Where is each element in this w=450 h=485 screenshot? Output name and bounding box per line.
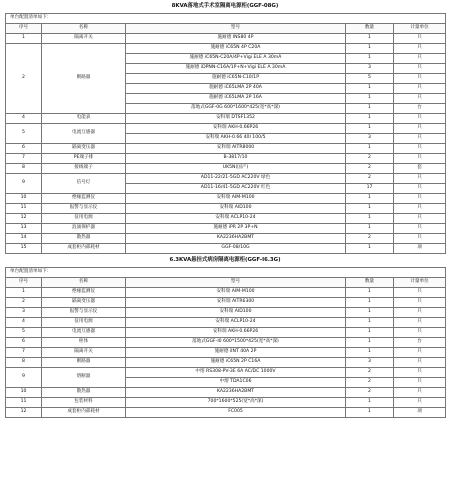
cell-model: 安科瑞 DTSF1352 <box>126 114 346 124</box>
cell-name: 电流互感器 <box>42 124 126 144</box>
cell-no: 1 <box>6 288 42 298</box>
cell-qty: 1 <box>346 94 394 104</box>
cell-unit: 只 <box>394 358 446 368</box>
table-row <box>6 224 446 234</box>
cell-no: 3 <box>6 308 42 318</box>
cell-name: 浪涌保护器 <box>42 224 126 234</box>
cell-qty: 1 <box>346 308 394 318</box>
header-unit: 计量单位 <box>394 278 446 288</box>
cell-model: 施耐德 INS80 4P <box>126 34 346 44</box>
cell-unit: 只 <box>394 398 446 408</box>
cell-name: 散热器 <box>42 234 126 244</box>
table-row <box>6 174 446 184</box>
cell-name: 包装材料 <box>42 398 126 408</box>
cell-model: GGF-08/10G <box>126 244 346 254</box>
cell-name: 成套柜内部耗材 <box>42 408 126 418</box>
cell-qty: 1 <box>346 244 394 254</box>
cell-no: 8 <box>6 358 42 368</box>
cell-unit: 项 <box>394 408 446 418</box>
header-qty: 数量 <box>346 24 394 34</box>
header-model: 型号 <box>126 24 346 34</box>
cell-qty: 1 <box>346 84 394 94</box>
cell-unit: 只 <box>394 298 446 308</box>
cell-qty: 1 <box>346 34 394 44</box>
cell-no: 6 <box>6 338 42 348</box>
cell-qty: 2 <box>346 164 394 174</box>
cell-qty: 1 <box>346 214 394 224</box>
cell-model: AD11-16/41-5GD AC220V 红色 <box>126 184 346 194</box>
cell-qty: 2 <box>346 388 394 398</box>
cell-unit: 只 <box>394 114 446 124</box>
table-row <box>6 388 446 398</box>
cell-unit: 只 <box>394 124 446 134</box>
cell-model: FC005 <box>126 408 346 418</box>
table-row <box>6 164 446 174</box>
cell-qty: 1 <box>346 318 394 328</box>
cell-name: 散热器 <box>42 388 126 398</box>
header-unit: 计量单位 <box>394 24 446 34</box>
cell-qty: 1 <box>346 348 394 358</box>
cell-no: 2 <box>6 44 42 114</box>
cell-no: 11 <box>6 204 42 214</box>
section2-note: 单台配置清单如下： <box>6 268 446 278</box>
table-row <box>6 318 446 328</box>
cell-no: 12 <box>6 408 42 418</box>
cell-qty: 2 <box>346 154 394 164</box>
cell-model: KA2236HA2BMT <box>126 388 346 398</box>
section1-note: 单台配置清单如下： <box>6 14 446 24</box>
cell-unit: 只 <box>394 134 446 144</box>
cell-unit: 只 <box>394 348 446 358</box>
cell-no: 14 <box>6 234 42 244</box>
header-no: 序号 <box>6 24 42 34</box>
cell-unit: 只 <box>394 194 446 204</box>
cell-no: 9 <box>6 174 42 194</box>
cell-no: 7 <box>6 348 42 358</box>
cell-unit: 只 <box>394 214 446 224</box>
cell-model: 安科瑞 AKH-0.66P26 <box>126 124 346 134</box>
cell-no: 5 <box>6 328 42 338</box>
header-model: 型号 <box>126 278 346 288</box>
cell-name: PE端子排 <box>42 154 126 164</box>
cell-qty: 3 <box>346 64 394 74</box>
cell-name: 隔离变压器 <box>42 298 126 308</box>
cell-qty: 5 <box>346 74 394 84</box>
section1-title: 8KVA落地式手术室隔离电源柜(GGF-08G) <box>171 3 279 9</box>
cell-no: 1 <box>6 34 42 44</box>
cell-model: 安科瑞 ACLP10-24 <box>126 318 346 328</box>
cell-model: 施耐德 iC65N 4P C20A <box>126 44 346 54</box>
cell-no: 10 <box>6 388 42 398</box>
table-row <box>6 154 446 164</box>
header-no: 序号 <box>6 278 42 288</box>
cell-name: 报警与显示仪 <box>42 204 126 214</box>
cell-name: 隔离开关 <box>42 348 126 358</box>
cell-unit: 只 <box>394 154 446 164</box>
cell-name: 电能表 <box>42 114 126 124</box>
cell-name: 熔断器 <box>42 368 126 388</box>
cell-unit: 只 <box>394 184 446 194</box>
cell-model: 安科瑞 AIM-M100 <box>126 288 346 298</box>
table-row <box>6 124 446 134</box>
cell-no: 4 <box>6 114 42 124</box>
cell-name: 断路器 <box>42 44 126 114</box>
cell-unit: 只 <box>394 288 446 298</box>
table-row <box>6 288 446 298</box>
cell-unit: 只 <box>394 378 446 388</box>
cell-model: 安科瑞 AIM-M100 <box>126 194 346 204</box>
cell-unit: 只 <box>394 64 446 74</box>
section2-title: 6.3KVA悬挂式病房隔离电源柜(GGF-I6.3G) <box>169 257 281 263</box>
cell-model: 安科瑞 ACLP10-24 <box>126 214 346 224</box>
cell-unit: 只 <box>394 44 446 54</box>
cell-name: 仪用电源 <box>42 318 126 328</box>
section2-table <box>5 267 446 418</box>
table-row <box>6 34 446 44</box>
cell-qty: 1 <box>346 224 394 234</box>
cell-model: UK5N(国产) <box>126 164 346 174</box>
cell-name: 信号灯 <box>42 174 126 194</box>
table-row <box>6 358 446 368</box>
cell-unit: 只 <box>394 224 446 234</box>
cell-qty: 1 <box>346 328 394 338</box>
cell-qty: 1 <box>346 114 394 124</box>
cell-model: 施耐德 iC65N-C20A/4P+Vigi ELE A 30mA <box>126 54 346 64</box>
cell-model: 安科瑞 AKH-0.66 40I 100/5 <box>126 134 346 144</box>
table-row <box>6 144 446 154</box>
table-row <box>6 338 446 348</box>
table-row <box>6 234 446 244</box>
cell-name: 电流互感器 <box>42 328 126 338</box>
cell-qty: 2 <box>346 368 394 378</box>
cell-unit: 只 <box>394 74 446 84</box>
cell-name: 隔离变压器 <box>42 144 126 154</box>
cell-model: 中熔 TDA1C06 <box>126 378 346 388</box>
cell-qty: 1 <box>346 204 394 214</box>
cell-no: 6 <box>6 144 42 154</box>
table-row <box>6 114 446 124</box>
cell-model: 施耐德 iC65N 2P C16A <box>126 358 346 368</box>
cell-model: 施耐德 iC65LMA 2P 40A <box>126 84 346 94</box>
cell-qty: 1 <box>346 104 394 114</box>
table-row <box>6 44 446 54</box>
cell-no: 15 <box>6 244 42 254</box>
cell-no: 4 <box>6 318 42 328</box>
header-name: 名称 <box>42 24 126 34</box>
cell-unit: 只 <box>394 84 446 94</box>
cell-qty: 1 <box>346 144 394 154</box>
header-qty: 数量 <box>346 278 394 288</box>
cell-model: 中熔 RS308-PV-3E 6A AC/DC 1000V <box>126 368 346 378</box>
cell-qty: 1 <box>346 288 394 298</box>
cell-model: 施耐德 iPR 2P 3P+N <box>126 224 346 234</box>
cell-no: 7 <box>6 154 42 164</box>
cell-qty: 17 <box>346 184 394 194</box>
cell-qty: 3 <box>346 134 394 144</box>
table-row <box>6 244 446 254</box>
cell-qty: 1 <box>346 338 394 348</box>
table-row <box>6 408 446 418</box>
cell-unit: 台 <box>394 104 446 114</box>
cell-unit: 只 <box>394 368 446 378</box>
table-row <box>6 204 446 214</box>
cell-model: 安科瑞 AITR8000 <box>126 144 346 154</box>
table-row <box>6 194 446 204</box>
cell-unit: 只 <box>394 204 446 214</box>
table-row <box>6 348 446 358</box>
cell-no: 10 <box>6 194 42 204</box>
cell-model: 安科瑞 AID100 <box>126 308 346 318</box>
cell-model: 施耐德 iC65N-C10/1P <box>126 74 346 84</box>
cell-qty: 1 <box>346 408 394 418</box>
cell-qty: 1 <box>346 298 394 308</box>
cell-unit: 只 <box>394 328 446 338</box>
cell-unit: 套 <box>394 164 446 174</box>
cell-no: 13 <box>6 224 42 234</box>
cell-model: 施耐德 iC65LMA 2P 16A <box>126 94 346 104</box>
table-row <box>6 368 446 378</box>
cell-no: 9 <box>6 368 42 388</box>
table-row <box>6 328 446 338</box>
cell-model: 700*1600*525(宽*高*深) <box>126 398 346 408</box>
cell-qty: 2 <box>346 234 394 244</box>
cell-no: 12 <box>6 214 42 224</box>
table-row <box>6 214 446 224</box>
document-page <box>5 0 445 418</box>
cell-model: 安科瑞 AITR6300 <box>126 298 346 308</box>
cell-model: 安科瑞 AKH-0.66P26 <box>126 328 346 338</box>
cell-model: AD11-22/21-5GD AC220V 绿色 <box>126 174 346 184</box>
cell-qty: 1 <box>346 124 394 134</box>
cell-name: 报警与显示仪 <box>42 308 126 318</box>
cell-unit: 只 <box>394 54 446 64</box>
cell-model: 施耐德 iINT 40A 2P <box>126 348 346 358</box>
cell-unit: 只 <box>394 94 446 104</box>
cell-no: 8 <box>6 164 42 174</box>
cell-unit: 只 <box>394 234 446 244</box>
cell-unit: 只 <box>394 144 446 154</box>
section1-table <box>5 13 446 254</box>
cell-qty: 1 <box>346 54 394 64</box>
cell-model: 施耐德 iDPNN-C16A/1P+N+Vigi ELE A 30mA <box>126 64 346 74</box>
cell-qty: 2 <box>346 174 394 184</box>
cell-name: 仪用电源 <box>42 214 126 224</box>
cell-no: 11 <box>6 398 42 408</box>
cell-model: 落地式GGF-I0 600*1500*425(宽*高*深) <box>126 338 346 348</box>
cell-unit: 只 <box>394 174 446 184</box>
cell-model: B-3817/10 <box>126 154 346 164</box>
cell-model: KA2236HA2BMT <box>126 234 346 244</box>
cell-name: 柜体 <box>42 338 126 348</box>
cell-name: 断路器 <box>42 358 126 368</box>
cell-qty: 3 <box>346 358 394 368</box>
cell-qty: 1 <box>346 398 394 408</box>
cell-qty: 1 <box>346 44 394 54</box>
table-row <box>6 308 446 318</box>
header-name: 名称 <box>42 278 126 288</box>
table-row <box>6 398 446 408</box>
cell-model: 落地式GGF-0G 600*1600*425(宽*高*深) <box>126 104 346 114</box>
cell-name: 成套柜内部耗材 <box>42 244 126 254</box>
cell-model: 安科瑞 AID100 <box>126 204 346 214</box>
cell-unit: 只 <box>394 34 446 44</box>
cell-no: 2 <box>6 298 42 308</box>
table-row <box>6 298 446 308</box>
cell-unit: 只 <box>394 318 446 328</box>
cell-name: 隔离开关 <box>42 34 126 44</box>
cell-qty: 1 <box>346 194 394 204</box>
cell-name: 接线端子 <box>42 164 126 174</box>
cell-unit: 只 <box>394 308 446 318</box>
cell-no: 5 <box>6 124 42 144</box>
cell-unit: 台 <box>394 338 446 348</box>
cell-name: 绝缘监测仪 <box>42 288 126 298</box>
cell-unit: 只 <box>394 388 446 398</box>
cell-qty: 2 <box>346 378 394 388</box>
cell-name: 绝缘监测仪 <box>42 194 126 204</box>
cell-unit: 项 <box>394 244 446 254</box>
